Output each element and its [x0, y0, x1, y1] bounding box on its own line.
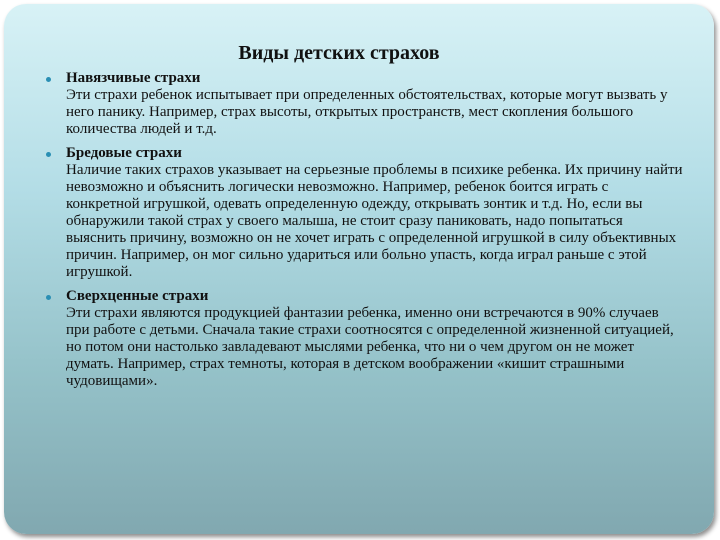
bullet-icon: [46, 295, 51, 300]
item-text: Эти страхи являются продукцией фантазии ребенка, именно они встречаются в 90% случаев при работе с детьми. Сначала такие страхи соотносятся с определенной жизненной ситуацией, но потом они настолько завладевают мыслями ребенка, что ни о чем другом он не может думать. Например, страх темноты, которая в детском воображении «кишит страшными чудовищами».: [66, 305, 674, 389]
item-heading: Бредовые страхи: [66, 145, 182, 161]
slide-title: Виды детских страхов: [238, 42, 440, 64]
item-heading: Сверхценные страхи: [66, 288, 209, 304]
item-text: Наличие таких страхов указывает на серьезные проблемы в психике ребенка. Их причину найти невозможно и объяснить логически невозможно. Например, ребенок боится играть с конкретной игрушкой, одевать определенную одежду, открывать зонтик и т.д. Но, если вы обнаружили такой страх у своего малыша, не стоит сразу паниковать, надо попытаться выяснить причину, возможно он не хочет играть с определенной игрушкой в силу объективных причин. Например, он мог сильно удариться или больно упасть, когда играл раньше с этой игрушкой.: [66, 162, 683, 280]
bullet-icon: [46, 77, 51, 82]
fear-types-list: [44, 70, 684, 397]
bullet-icon: [46, 152, 51, 157]
list-item: [44, 288, 684, 390]
item-text: Эти страхи ребенок испытывает при определенных обстоятельствах, которые могут вызвать у него панику. Например, страх высоты, открытых пространств, мест скопления большого количества людей и т.д.: [66, 87, 668, 137]
list-item: [44, 70, 684, 138]
item-heading: Навязчивые страхи: [66, 70, 201, 86]
slide: [4, 4, 714, 534]
list-item: [44, 145, 684, 281]
